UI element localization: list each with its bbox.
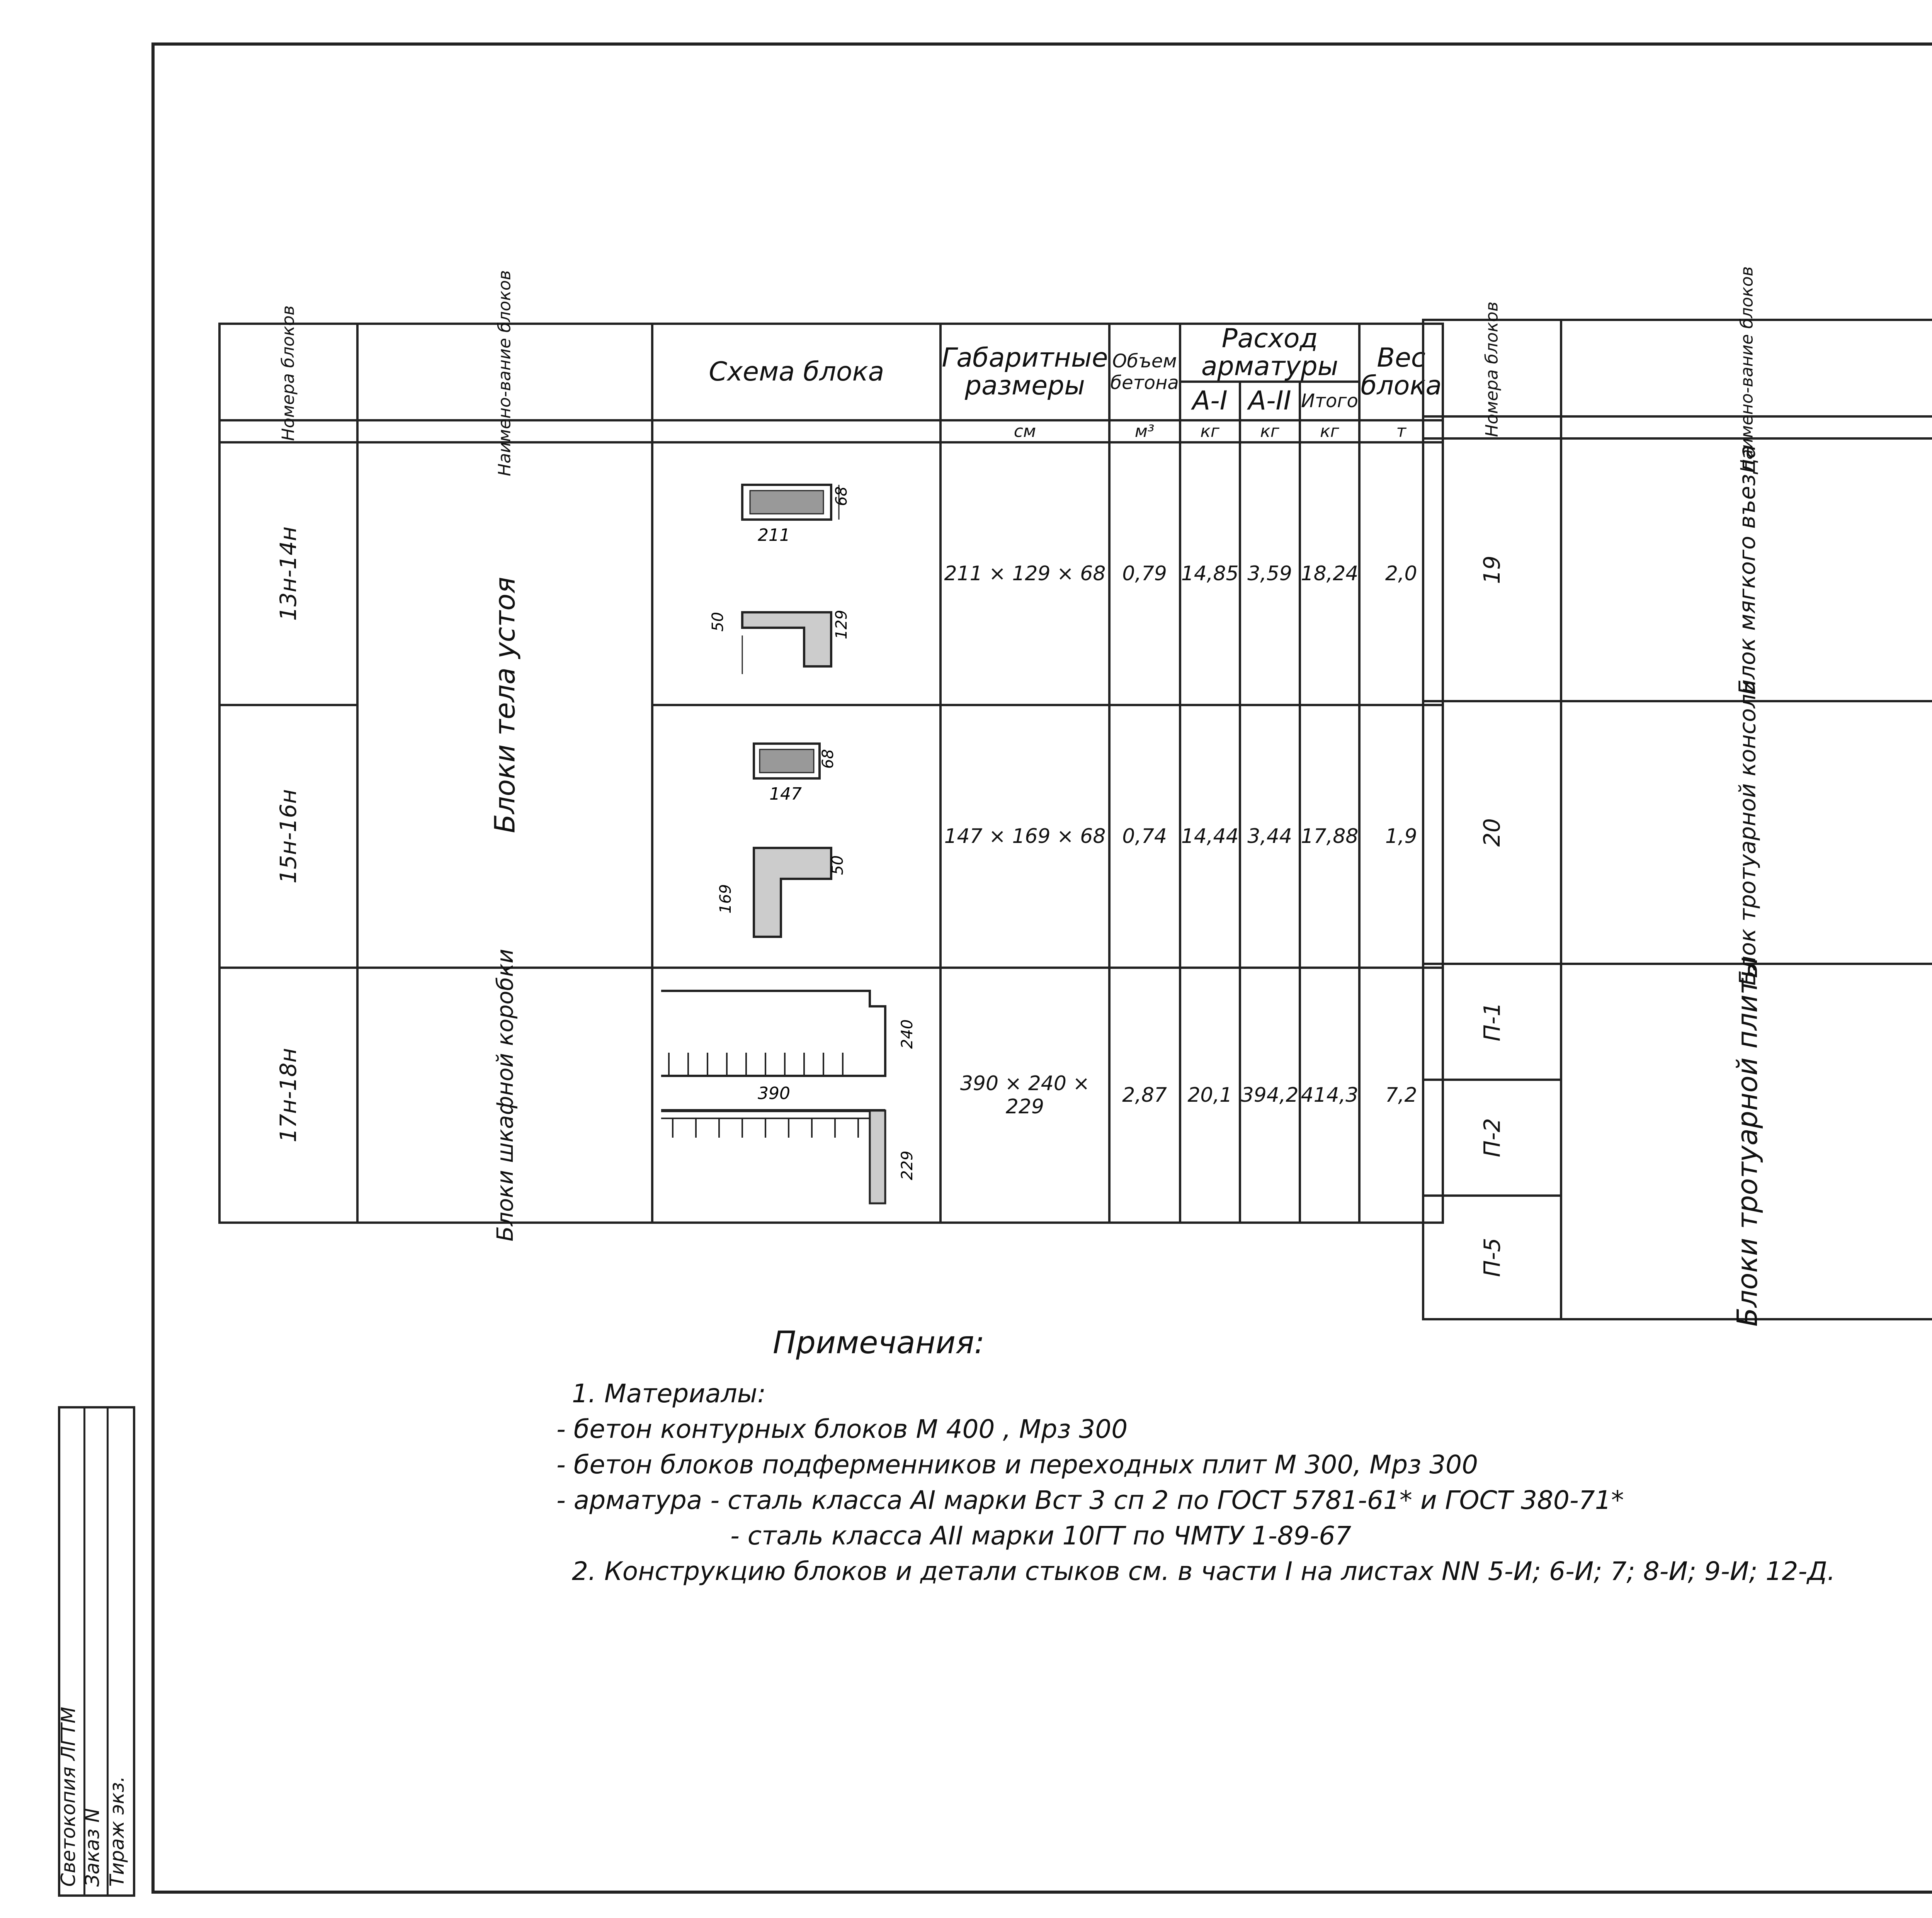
- block-number: П-5: [1479, 1238, 1505, 1277]
- sketch-label: 68: [833, 486, 851, 506]
- col-name: Наимено-вание блоков: [1561, 320, 1932, 416]
- sketch-label: 50: [709, 612, 727, 632]
- note-line: 2. Конструкцию блоков и детали стыков см. в части I на листах NN 5-И; 6-И; 7; 8-И; 9-И; 12-Д.: [572, 1556, 1835, 1586]
- group-name: Блоки шкафной коробки: [492, 949, 518, 1242]
- notes-title: Примечания:: [773, 1325, 985, 1361]
- block-sketch: [652, 705, 940, 968]
- unit-a1: кг: [1180, 420, 1240, 442]
- block-number: 20: [1479, 818, 1505, 847]
- group-name: Блок тротуарной консоли: [1734, 679, 1760, 986]
- block-sketch: [652, 442, 940, 705]
- group-name: Блоки тела устоя: [488, 577, 521, 833]
- block-15-sketch: [688, 720, 905, 952]
- note-line: - сталь класса АII марки 10ГТ по ЧМТУ 1-89-67: [730, 1521, 1352, 1551]
- block-sketch: [652, 968, 940, 1223]
- table-row: [1423, 438, 1932, 701]
- table-row: [1423, 701, 1932, 964]
- unit-a2: кг: [1240, 420, 1300, 442]
- note-line: - арматура - сталь класса АI марки Вст 3 сп 2 по ГОСТ 5781-61* и ГОСТ 380-71*: [556, 1485, 1624, 1515]
- total-cell: 17,88: [1300, 705, 1360, 968]
- col-weight: Вес блока: [1359, 324, 1443, 420]
- total-cell: 18,24: [1300, 442, 1360, 705]
- col-block-no: Номера блоков: [219, 324, 357, 420]
- col-name: Наимено-вание блоков: [357, 324, 653, 420]
- a2-cell: 394,2: [1240, 968, 1300, 1223]
- col-total: Итого: [1300, 382, 1360, 420]
- a1-cell: 14,85: [1180, 442, 1240, 705]
- col-block-no: Номера блоков: [1423, 320, 1561, 416]
- note-line: - бетон блоков подферменников и переходных плит М 300, Мрз 300: [556, 1450, 1478, 1480]
- unit-weight: т: [1359, 420, 1443, 442]
- unit-total: кг: [1300, 420, 1360, 442]
- right-spec-table: [1422, 266, 1932, 1327]
- weight-cell: 7,2: [1359, 968, 1443, 1223]
- sketch-label: 390: [758, 1084, 791, 1103]
- strip-print-label: Тираж экз.: [106, 1776, 128, 1887]
- col-a1: А-I: [1180, 382, 1240, 420]
- sketch-label: 229: [898, 1150, 917, 1180]
- a2-cell: 3,59: [1240, 442, 1300, 705]
- col-volume: Объем бетона: [1109, 324, 1180, 420]
- table-row: [1423, 964, 1932, 1080]
- table-row: [219, 442, 1443, 705]
- copy-strip: [58, 1406, 135, 1897]
- group-name: Блоки тротуарной плиты: [1731, 956, 1764, 1327]
- a2-cell: 3,44: [1240, 705, 1300, 968]
- block-number: П-2: [1479, 1118, 1505, 1157]
- sketch-label: 50: [829, 855, 847, 875]
- col-a2: А-II: [1240, 382, 1300, 420]
- group-name: Блок мягкого въезда: [1734, 445, 1760, 695]
- dims-cell: 390 × 240 × 229: [940, 968, 1109, 1223]
- notes-block: [556, 1325, 1835, 1589]
- block-number: 13н-14н: [275, 526, 302, 621]
- block-number: 17н-18н: [275, 1048, 302, 1143]
- weight-cell: 2,0: [1359, 442, 1443, 705]
- note-line: - бетон контурных блоков М 400 , Мрз 300: [556, 1414, 1128, 1444]
- table-row: [219, 968, 1443, 1223]
- block-13-sketch: [688, 458, 905, 690]
- col-dims: Габаритные размеры: [940, 324, 1109, 420]
- sketch-label: 211: [758, 525, 791, 545]
- weight-cell: 1,9: [1359, 705, 1443, 968]
- sketch-label: 129: [833, 610, 851, 639]
- block-number: П-1: [1479, 1002, 1505, 1041]
- volume-cell: 0,79: [1109, 442, 1180, 705]
- unit-dims: см: [940, 420, 1109, 442]
- total-cell: 414,3: [1300, 968, 1360, 1223]
- a1-cell: 14,44: [1180, 705, 1240, 968]
- sketch-label: 240: [898, 1019, 917, 1049]
- dims-cell: 147 × 169 × 68: [940, 705, 1109, 968]
- volume-cell: 0,74: [1109, 705, 1180, 968]
- sketch-label: 169: [717, 884, 735, 914]
- a1-cell: 20,1: [1180, 968, 1240, 1223]
- block-number: 19: [1479, 556, 1505, 584]
- strip-order-label: Заказ N: [81, 1808, 104, 1887]
- col-scheme: Схема блока: [652, 324, 940, 420]
- strip-copy-label: Светокопия ЛГТМ: [57, 1707, 80, 1887]
- volume-cell: 2,87: [1109, 968, 1180, 1223]
- sketch-label: 147: [769, 784, 802, 804]
- note-line: 1. Материалы:: [572, 1379, 766, 1408]
- block-number: 15н-16н: [275, 789, 302, 884]
- sketch-label: 68: [819, 749, 837, 769]
- dims-cell: 211 × 129 × 68: [940, 442, 1109, 705]
- unit-volume: м³: [1109, 420, 1180, 442]
- left-spec-table: [218, 270, 1444, 1242]
- block-17-sketch: [653, 975, 939, 1215]
- col-rebar: Расход арматуры: [1180, 324, 1360, 382]
